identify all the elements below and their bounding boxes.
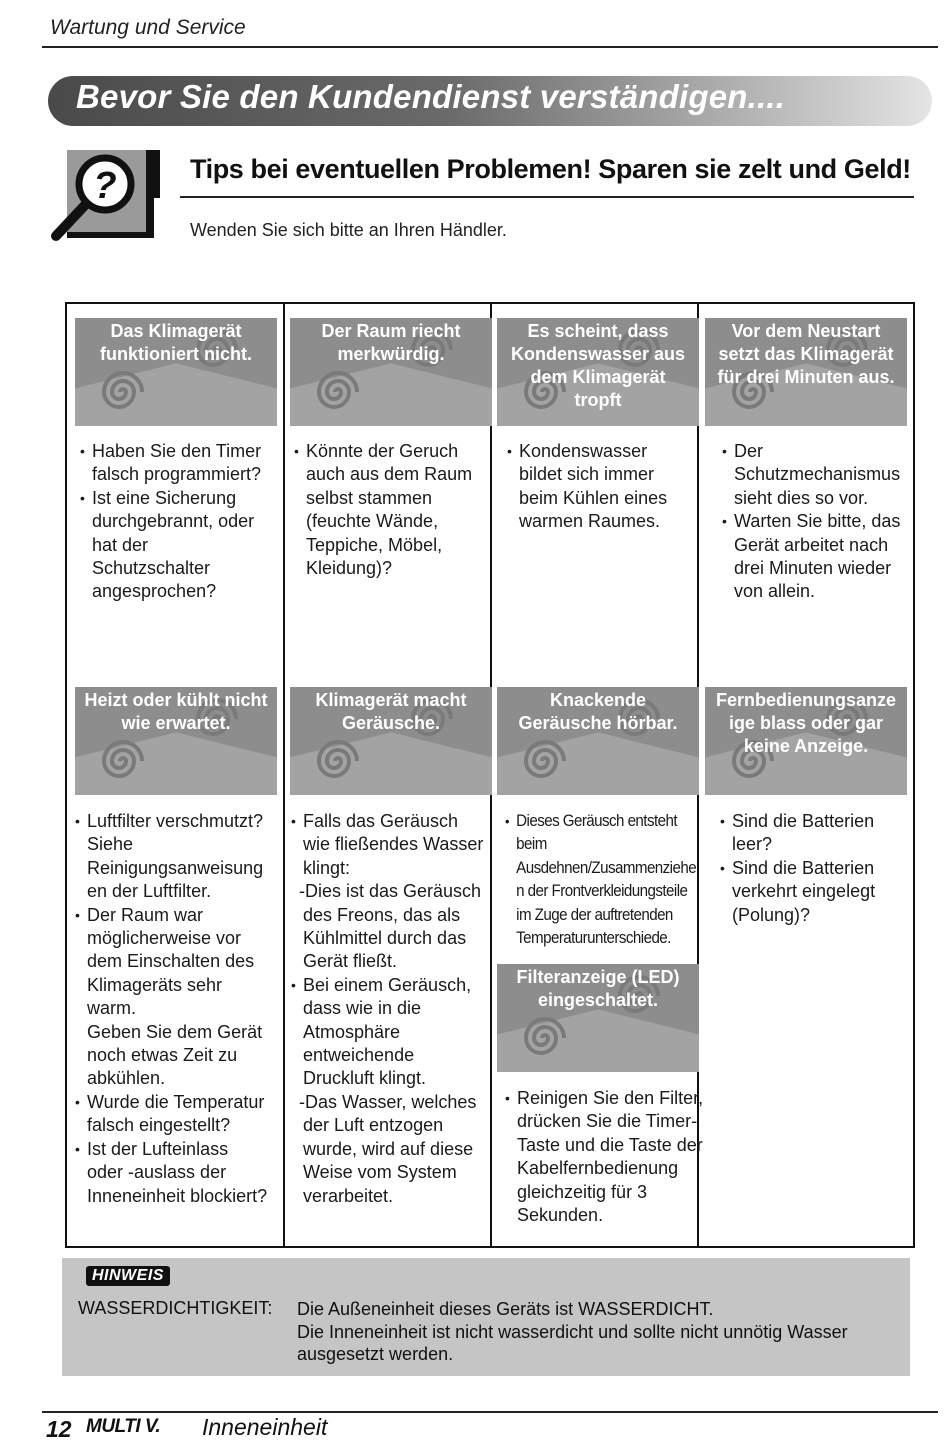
- problem-title-line: setzt das Klimagerät: [718, 344, 894, 364]
- problem-title-line: eingeschaltet.: [537, 990, 659, 1010]
- bullet-continuation: Atmosphäre: [303, 1021, 401, 1042]
- bullet-continuation: warm.: [87, 998, 136, 1019]
- bullet-continuation: beim: [516, 835, 547, 854]
- problem-title-line: Vor dem Neustart: [731, 321, 881, 341]
- bullet-item: • Haben Sie den Timer: [80, 440, 261, 463]
- bullet-continuation: Druckluft klingt.: [303, 1068, 427, 1089]
- note-label: WASSERDICHTIGKEIT:: [78, 1298, 273, 1318]
- bullet-continuation: drücken Sie die Timer-: [517, 1111, 698, 1132]
- note-badge: HINWEIS: [86, 1266, 170, 1286]
- swirl-icon: [101, 739, 145, 783]
- bullet-continuation: von allein.: [734, 581, 816, 602]
- bullet-item: • Kondenswasser: [507, 440, 667, 463]
- problem-title: [709, 320, 903, 389]
- heading-accent-bar: [154, 150, 160, 198]
- bullet-continuation: Sekunden.: [517, 1205, 604, 1226]
- problem-title-line: Der Raum riecht: [321, 321, 461, 341]
- bullet-continuation: im Zuge der auftretenden: [516, 905, 673, 924]
- bullet-continuation: beim Kühlen eines: [519, 487, 668, 508]
- bullet-continuation: wurde, wird auf diese: [303, 1138, 474, 1159]
- problem-title-line: Geräusche.: [341, 713, 441, 733]
- footer-divider: [42, 1411, 938, 1413]
- bullet-continuation: -Dies ist das Geräusch: [299, 881, 482, 902]
- bullet-item: • Sind die Batterien: [720, 857, 875, 880]
- problem-header: [705, 687, 907, 795]
- problem-solution: [720, 810, 875, 927]
- problem-header: [75, 318, 277, 426]
- bullet-continuation: Kühlmittel durch das: [303, 928, 467, 949]
- problem-title: [501, 966, 695, 1012]
- problem-title-line: funktioniert nicht.: [100, 344, 252, 364]
- bullet-continuation: Schutzmechanismus: [734, 464, 901, 485]
- bullet-continuation: Taste und die Taste der: [517, 1134, 703, 1155]
- problem-solution: [505, 1087, 703, 1227]
- problem-header: [497, 964, 699, 1072]
- bullet-continuation: möglicherweise vor: [87, 928, 242, 949]
- bullet-continuation: Kleidung)?: [306, 558, 393, 579]
- bullet-continuation: en der Luftfilter.: [87, 881, 212, 902]
- bullet-continuation: Klimageräts sehr: [87, 974, 223, 995]
- page-title: Bevor Sie den Kundendienst verständigen....: [76, 78, 786, 115]
- bullet-continuation: drei Minuten wieder: [734, 558, 892, 579]
- problem-solution: [291, 810, 483, 1208]
- bullet-item: • Könnte der Geruch: [294, 440, 472, 463]
- bullet-continuation: gleichzeitig für 3: [517, 1181, 648, 1202]
- problem-header: [290, 318, 492, 426]
- bullet-item: • Falls das Geräusch: [291, 810, 483, 833]
- bullet-continuation: Siehe: [87, 834, 134, 855]
- problem-solution: [294, 440, 472, 580]
- problem-title-line: Filteranzeige (LED): [516, 967, 680, 987]
- bullet-continuation: auch aus dem Raum: [306, 464, 473, 485]
- problem-header: [290, 687, 492, 795]
- problem-title-line: Geräusche hörbar.: [518, 713, 678, 733]
- problem-title-line: dem Klimagerät: [530, 367, 666, 387]
- tips-heading: Tips bei eventuellen Problemen! Sparen sie zelt und Geld!: [190, 154, 911, 184]
- bullet-continuation: Kabelfernbedienung: [517, 1158, 679, 1179]
- bullet-item: • Wurde die Temperatur: [75, 1091, 267, 1114]
- problem-solution: [505, 810, 696, 950]
- bullet-continuation: -Das Wasser, welches: [299, 1091, 477, 1112]
- bullet-continuation: bildet sich immer: [519, 464, 655, 485]
- bullet-continuation: noch etwas Zeit zu: [87, 1045, 238, 1066]
- brand-logo: MULTI V.: [86, 1416, 161, 1437]
- swirl-icon: [316, 370, 360, 414]
- footer-unit: Inneneinheit: [202, 1414, 328, 1440]
- bullet-item: • Bei einem Geräusch,: [291, 974, 483, 997]
- problem-title-line: ige blass oder gar: [728, 713, 884, 733]
- problem-title: [294, 689, 488, 735]
- section-header: Wartung und Service: [50, 16, 246, 39]
- bullet-continuation: (Polung)?: [732, 904, 811, 925]
- problem-title-line: Heizt oder kühlt nicht: [84, 690, 268, 710]
- page-number: 12: [46, 1416, 72, 1442]
- tips-divider: [180, 196, 914, 198]
- problem-title: [79, 689, 273, 735]
- bullet-item: • Ist der Lufteinlass: [75, 1138, 267, 1161]
- bullet-continuation: dass wie in die: [303, 998, 422, 1019]
- bullet-continuation: verarbeitet.: [303, 1185, 394, 1206]
- swirl-icon: [101, 370, 145, 414]
- problem-solution: [75, 810, 267, 1208]
- bullet-item: • Reinigen Sie den Filter,: [505, 1087, 703, 1110]
- bullet-continuation: des Freons, das als: [303, 904, 461, 925]
- bullet-continuation: falsch programmiert?: [92, 464, 262, 485]
- problem-title-line: tropft: [574, 390, 622, 410]
- header-divider: [42, 46, 938, 48]
- problem-title: [294, 320, 488, 366]
- swirl-icon: [316, 739, 360, 783]
- note-line: Die Außeneinheit dieses Geräts ist WASSERDICHT.: [297, 1299, 714, 1319]
- problem-title: [79, 320, 273, 366]
- bullet-continuation: falsch eingestellt?: [87, 1115, 231, 1136]
- bullet-continuation: Gerät fließt.: [303, 951, 398, 972]
- problem-title-line: Klimagerät macht: [315, 690, 467, 710]
- bullet-continuation: Inneneinheit blockiert?: [87, 1185, 268, 1206]
- bullet-item: • Dieses Geräusch entsteht: [505, 810, 696, 833]
- problem-title-line: merkwürdig.: [337, 344, 445, 364]
- problem-solution: [80, 440, 261, 604]
- problem-title-line: Das Klimagerät: [110, 321, 242, 341]
- problem-header: [705, 318, 907, 426]
- magnifier-question-icon: [50, 146, 162, 246]
- bullet-item: • Warten Sie bitte, das: [722, 510, 900, 533]
- bullet-continuation: Ausdehnen/Zusammenziehe: [516, 858, 697, 877]
- svg-text:?: ?: [93, 165, 117, 207]
- bullet-continuation: Gerät arbeitet nach: [734, 534, 889, 555]
- bullet-continuation: Teppiche, Möbel,: [306, 534, 443, 555]
- problem-solution: [722, 440, 900, 604]
- bullet-item: • Der: [722, 440, 900, 463]
- bullet-continuation: oder -auslass der: [87, 1162, 227, 1183]
- swirl-icon: [523, 739, 567, 783]
- bullet-continuation: klingt:: [303, 857, 351, 878]
- bullet-continuation: Reinigungsanweisung: [87, 857, 264, 878]
- tips-subtext: Wenden Sie sich bitte an Ihren Händler.: [190, 220, 507, 240]
- bullet-continuation: durchgebrannt, oder: [92, 511, 255, 532]
- note-line: ausgesetzt werden.: [297, 1344, 454, 1365]
- bullet-item: • Ist eine Sicherung: [80, 487, 261, 510]
- bullet-continuation: der Luft entzogen: [303, 1115, 444, 1136]
- bullet-continuation: hat der: [92, 534, 149, 555]
- bullet-continuation: verkehrt eingelegt: [732, 881, 876, 902]
- column-divider: [283, 302, 285, 1248]
- bullet-continuation: angesprochen?: [92, 581, 217, 602]
- problem-title-line: Kondenswasser aus: [510, 344, 686, 364]
- bullet-continuation: selbst stammen: [306, 487, 433, 508]
- bullet-continuation: abkühlen.: [87, 1068, 166, 1089]
- problem-title: [501, 689, 695, 735]
- problem-title: [501, 320, 695, 412]
- bullet-continuation: dem Einschalten des: [87, 951, 255, 972]
- problem-solution: [507, 440, 667, 534]
- bullet-continuation: Weise vom System: [303, 1162, 457, 1183]
- problem-title: [709, 689, 903, 758]
- problem-header: [497, 318, 699, 426]
- bullet-item: • Der Raum war: [75, 904, 267, 927]
- bullet-item: • Sind die Batterien: [720, 810, 875, 833]
- bullet-continuation: leer?: [732, 834, 773, 855]
- problem-title-line: keine Anzeige.: [743, 736, 869, 756]
- note-line: Die Inneneinheit ist nicht wasserdicht und sollte nicht unnötig Wasser: [297, 1321, 848, 1342]
- note-text: [297, 1298, 907, 1366]
- bullet-continuation: entweichende: [303, 1045, 415, 1066]
- bullet-continuation: Schutzschalter: [92, 558, 211, 579]
- bullet-continuation: warmen Raumes.: [519, 511, 661, 532]
- swirl-icon: [523, 1016, 567, 1060]
- bullet-continuation: wie fließendes Wasser: [303, 834, 484, 855]
- problem-title-line: wie erwartet.: [121, 713, 231, 733]
- bullet-continuation: n der Frontverkleidungsteile: [516, 882, 688, 901]
- bullet-continuation: (feuchte Wände,: [306, 511, 439, 532]
- problem-title-line: Knackende: [549, 690, 647, 710]
- problem-title-line: Fernbedienungsanze: [715, 690, 897, 710]
- bullet-continuation: sieht dies so vor.: [734, 487, 869, 508]
- problem-header: [497, 687, 699, 795]
- problem-title-line: für drei Minuten aus.: [717, 367, 895, 387]
- problem-title-line: Es scheint, dass: [527, 321, 669, 341]
- problem-header: [75, 687, 277, 795]
- bullet-continuation: Temperaturunterschiede.: [516, 929, 671, 948]
- bullet-continuation: Geben Sie dem Gerät: [87, 1021, 263, 1042]
- bullet-item: • Luftfilter verschmutzt?: [75, 810, 267, 833]
